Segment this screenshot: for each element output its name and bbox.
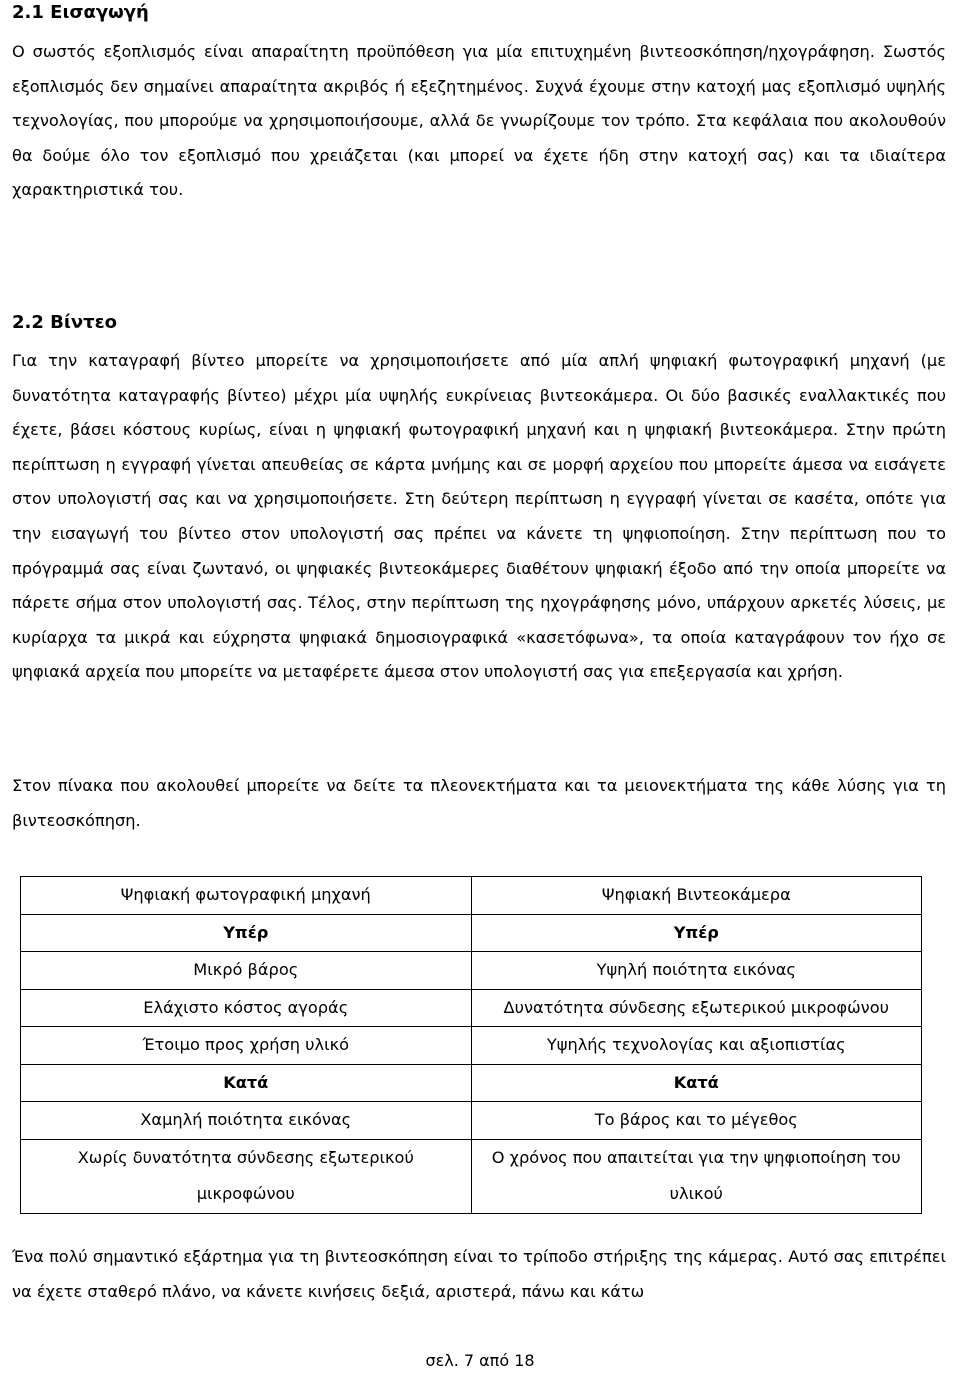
- table-row: [21, 877, 922, 915]
- table-cell: Υψηλή ποιότητα εικόνας: [471, 952, 922, 990]
- page-number: σελ. 7 από 18: [425, 1351, 535, 1370]
- table-cell: Δυνατότητα σύνδεσης εξωτερικού μικροφώνου: [471, 989, 922, 1027]
- table-row: [21, 1027, 922, 1065]
- table-header-camcorder: Ψηφιακή Βιντεοκάμερα: [471, 877, 922, 915]
- section-heading-introduction: 2.1 Εισαγωγή: [12, 2, 149, 23]
- table-cell: Μικρό βάρος: [21, 952, 472, 990]
- table-cell: Υψηλής τεχνολογίας και αξιοπιστίας: [471, 1027, 922, 1065]
- table-cell: Ο χρόνος που απαιτείται για την ψηφιοποίηση του υλικού: [471, 1139, 922, 1213]
- table-cell: Ελάχιστο κόστος αγοράς: [21, 989, 472, 1027]
- table-section-cons: Κατά: [21, 1064, 472, 1102]
- table-header-camera: Ψηφιακή φωτογραφική μηχανή: [21, 877, 472, 915]
- table-row: [21, 1102, 922, 1140]
- table-row: [21, 1139, 922, 1213]
- introduction-paragraph: Ο σωστός εξοπλισμός είναι απαραίτητη προϋπόθεση για μία επιτυχημένη βιντεοσκόπηση/ηχογράφηση. Σωστός εξοπλισμός δεν σημαίνει απαραίτητα ακριβός ή εξεζητημένος. Συχνά έχουμε στην κατοχή μας εξοπλισμό υψηλής τεχνολογίας, που μπορούμε να χρησιμοποιήσουμε, αλλά δε γνωρίζουμε τον τρόπο. Στα κεφάλαια που ακολουθούν θα δούμε όλο τον εξοπλισμό που χρειάζεται (και μπορεί να έχετε ήδη στην κατοχή σας) και τα ιδιαίτερα χαρακτηριστικά του.: [12, 42, 946, 200]
- table-section-pros: Υπέρ: [471, 914, 922, 952]
- table-cell: Έτοιμο προς χρήση υλικό: [21, 1027, 472, 1065]
- table-row: [21, 1064, 922, 1102]
- comparison-table: [20, 876, 922, 1214]
- table-cell: Το βάρος και το μέγεθος: [471, 1102, 922, 1140]
- table-section-pros: Υπέρ: [21, 914, 472, 952]
- table-cell: Χωρίς δυνατότητα σύνδεσης εξωτερικού μικροφώνου: [21, 1139, 472, 1213]
- section-heading-video: 2.2 Βίντεο: [12, 312, 118, 333]
- table-row: [21, 914, 922, 952]
- video-paragraph: Για την καταγραφή βίντεο μπορείτε να χρησιμοποιήσετε από μία απλή ψηφιακή φωτογραφική μηχανή (με δυνατότητα καταγραφής βίντεο) μέχρι μία υψηλής ευκρίνειας βιντεοκάμερα. Οι δύο βασικές εναλλακτικές που έχετε, βάσει κόστους κυρίως, είναι η ψηφιακή φωτογραφική μηχανή και η ψηφιακή βιντεοκάμερα. Στην πρώτη περίπτωση η εγγραφή γίνεται απευθείας σε κάρτα μνήμης και σε μορφή αρχείου που μπορείτε άμεσα να εισάγετε στον υπολογιστή σας και να χρησιμοποιήσετε. Στη δεύτερη περίπτωση η εγγραφή γίνεται σε κασέτα, οπότε για την εισαγωγή του βίντεο στον υπολογιστή σας πρέπει να κάνετε τη ψηφιοποίηση. Στην περίπτωση που το πρόγραμμά σας είναι ζωντανό, οι ψηφιακές βιντεοκάμερες διαθέτουν ψηφιακή έξοδο από την οποία μπορείτε να πάρετε σήμα στον υπολογιστή σας. Τέλος, στην περίπτωση της ηχογράφησης μόνο, υπάρχουν αρκετές λύσεις, με κυρίαρχα τα μικρά και εύχρηστα ψηφιακά δημοσιογραφικά «κασετόφωνα», τα οποία καταγράφουν τον ήχο σε ψηφιακά αρχεία που μπορείτε να μεταφέρετε άμεσα στον υπολογιστή σας για επεξεργασία και χρήση.: [12, 351, 946, 682]
- table-row: [21, 952, 922, 990]
- table-intro-paragraph: Στον πίνακα που ακολουθεί μπορείτε να δείτε τα πλεονεκτήματα και τα μειονεκτήματα της κάθε λύσης για τη βιντεοσκόπηση.: [12, 776, 946, 830]
- tripod-paragraph: Ένα πολύ σημαντικό εξάρτημα για τη βιντεοσκόπηση είναι το τρίποδο στήριξης της κάμερας. Αυτό σας επιτρέπει να έχετε σταθερό πλάνο, να κάνετε κινήσεις δεξιά, αριστερά, πάνω και κάτω: [12, 1247, 946, 1301]
- table-cell: Χαμηλή ποιότητα εικόνας: [21, 1102, 472, 1140]
- table-row: [21, 989, 922, 1027]
- table-section-cons: Κατά: [471, 1064, 922, 1102]
